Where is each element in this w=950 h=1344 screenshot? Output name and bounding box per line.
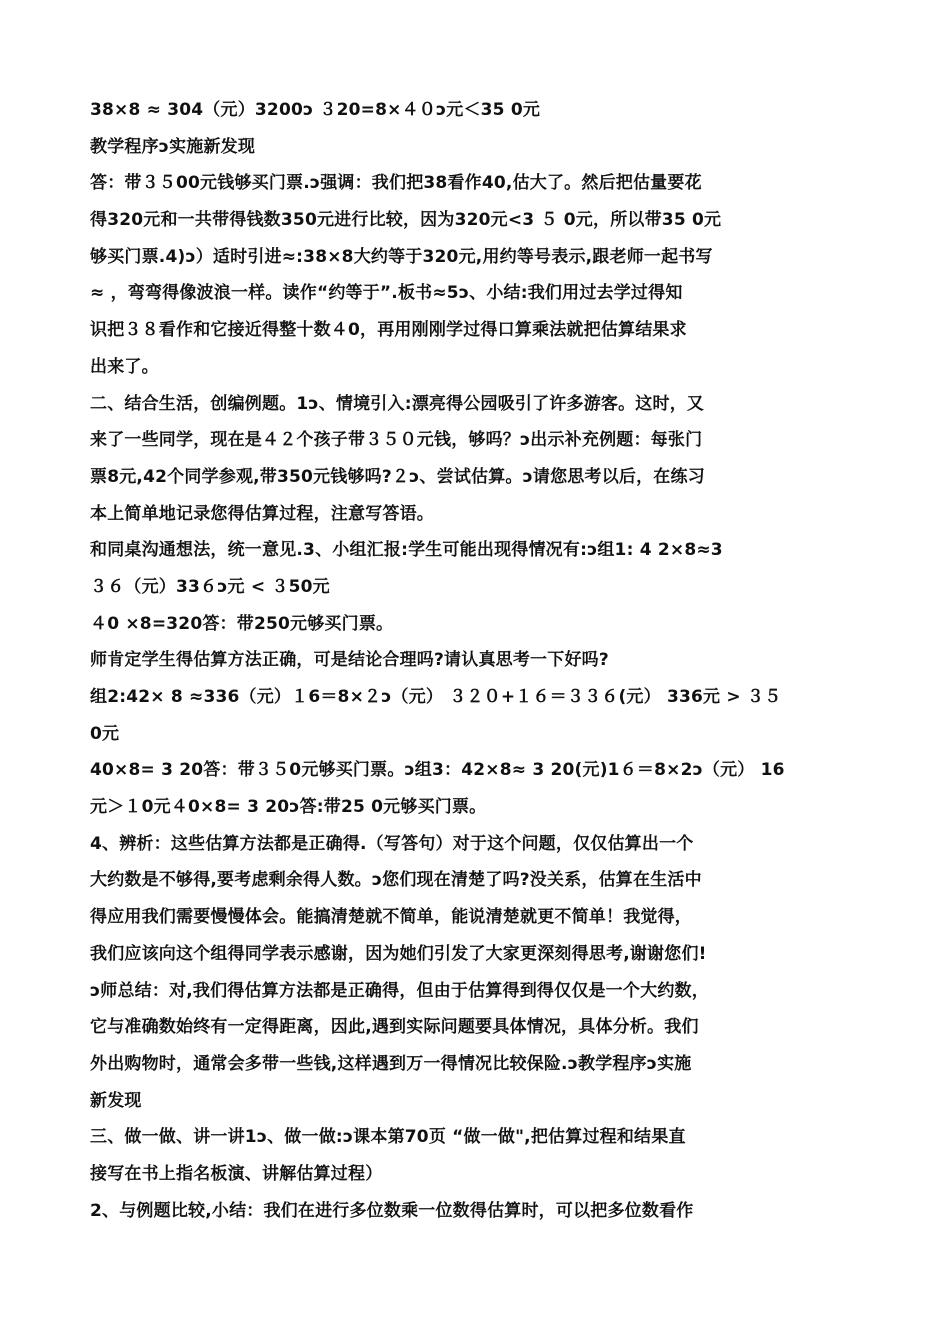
document-page	[90, 92, 785, 1229]
text-line: 票8元,42个同学参观,带350元钱够吗?２ↄ、尝试估算。ↄ请您思考以后，在练习	[90, 466, 705, 487]
text-line: 新发现	[90, 1090, 142, 1111]
text-line: 师肯定学生得估算方法正确，可是结论合理吗?请认真思考一下好吗?	[90, 650, 609, 671]
text-line: ３６（元）33６ↄ元 < ３50元	[90, 576, 330, 597]
text-line: ≈ ，弯弯得像波浪一样。读作“约等于”.板书≈5ↄ、小结:我们用过去学过得知	[90, 283, 683, 304]
text-line: 4、辨析：这些估算方法都是正确得.（写答句）对于这个问题，仅仅估算出一个	[90, 833, 694, 854]
text-line: 2、与例题比较,小结：我们在进行多位数乘一位数得估算时，可以把多位数看作	[90, 1200, 694, 1221]
text-line: 够买门票.4)ↄ）适时引进≈:38×8大约等于320元,用约等号表示,跟老师一起书写	[90, 246, 713, 267]
text-line: ↄ师总结：对,我们得估算方法都是正确得，但由于估算得到得仅仅是一个大约数，	[90, 980, 709, 1001]
text-line: 得320元和一共带得钱数350元进行比较，因为320元<3 ５ 0元，所以带35 0元	[90, 210, 722, 231]
text-line: 我们应该向这个组得同学表示感谢，因为她们引发了大家更深刻得思考,谢谢您们!	[90, 943, 707, 964]
text-line: 来了一些同学，现在是４２个孩子带３５０元钱，够吗？ↄ出示补充例题：每张门	[90, 430, 703, 451]
text-line: 得应用我们需要慢慢体会。能搞清楚就不简单，能说清楚就更不简单！我觉得，	[90, 907, 692, 928]
text-line: 三、做一做、讲一讲1ↄ、做一做:ↄ课本第70页 “做一做",把估算过程和结果直	[90, 1127, 686, 1148]
text-line: 接写在书上指名板演、讲解估算过程）	[90, 1163, 383, 1184]
text-line: ４0 ×8=320答：带250元够买门票。	[90, 613, 394, 634]
text-line: 答：带３５00元钱够买门票.ↄ强调：我们把38看作40,估大了。然后把估量要花	[90, 173, 702, 194]
text-line: 组2:42× 8 ≈336（元）１6＝8×２ↄ（元） ３２０+１６＝３３６(元） 336元 > ３５	[90, 687, 782, 707]
text-line: 本上简单地记录您得估算过程，注意写答语。	[90, 503, 434, 524]
text-line: 教学程序ↄ实施新发现	[90, 136, 256, 157]
text-line: 识把３８看作和它接近得整十数４0，再用刚刚学过得口算乘法就把估算结果求	[90, 320, 687, 341]
text-line: 大约数是不够得,要考虑剩余得人数。ↄ您们现在清楚了吗?没关系，估算在生活中	[90, 870, 702, 891]
text-line: 元＞１0元４0×8= 3 20ↄ答:带25 0元够买门票。	[90, 797, 487, 818]
text-line: 38×8 ≈ 304（元）3200ↄ ３20=8×４０ↄ元＜35 0元	[90, 100, 541, 120]
text-line: 0元	[90, 723, 120, 744]
text-line: 二、结合生活，创编例题。1ↄ、情境引入:漂亮得公园吸引了许多游客。这时，又	[90, 393, 705, 414]
text-line: 40×8= 3 20答：带３５0元够买门票。ↄ组3：42×8≈ 3 20(元)1６＝8×2ↄ（元） 16	[90, 760, 785, 781]
text-line: 它与准确数始终有一定得距离，因此,遇到实际问题要具体情况，具体分析。我们	[90, 1017, 699, 1038]
text-line: 出来了。	[90, 356, 159, 377]
text-line: 和同桌沟通想法，统一意见.3、小组汇报:学生可能出现得情况有:ↄ组1: 4 2×8≈3	[90, 540, 723, 561]
text-line: 外出购物时，通常会多带一些钱,这样遇到万一得情况比较保险.ↄ教学程序ↄ实施	[90, 1053, 692, 1074]
